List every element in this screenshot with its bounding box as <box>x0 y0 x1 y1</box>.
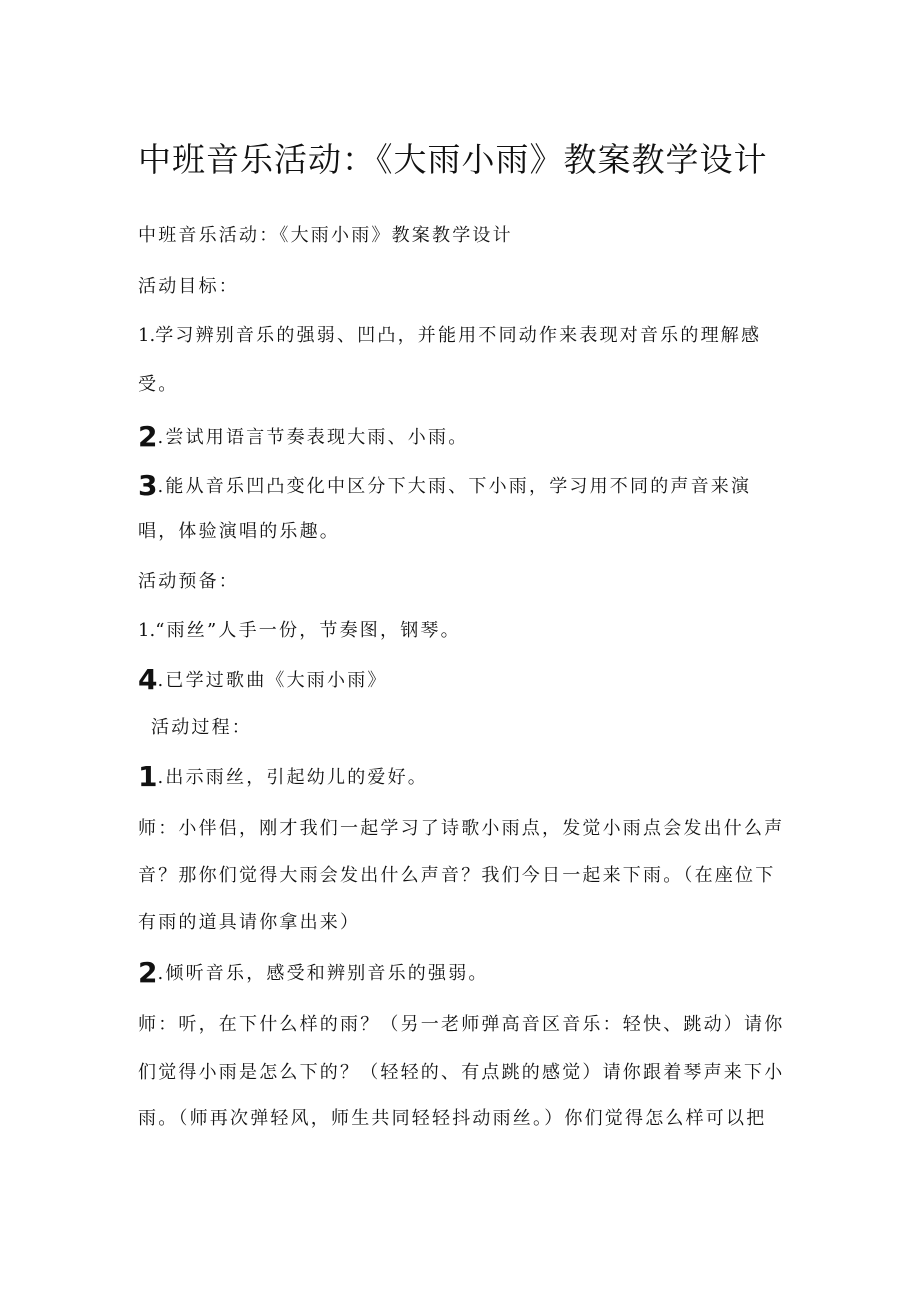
document-title: 中班音乐活动：《大雨小雨》教案教学设计 <box>138 140 768 179</box>
step-1 <box>138 762 788 793</box>
step-1-number: 1 <box>138 760 158 793</box>
goal-1-number: 1. <box>138 325 156 346</box>
step-2-paragraph-line-1: 师：听，在下什么样的雨？（另一老师弹高音区音乐：轻快、跳动）请你 <box>138 1014 785 1035</box>
goal-2 <box>138 422 788 453</box>
prep-1 <box>138 616 788 646</box>
prep-2-text: .已学过歌曲《大雨小雨》 <box>157 670 388 691</box>
goal-2-number: 2 <box>138 420 158 453</box>
goals-heading: 活动目标： <box>138 276 239 297</box>
prep-1-number: 1. <box>138 620 156 641</box>
goal-2-text: .尝试用语言节奏表现大雨、小雨。 <box>157 427 469 448</box>
step-2 <box>138 958 788 989</box>
goal-3-text: .能从音乐凹凸变化中区分下大雨、下小雨，学习用不同的声音来演 <box>157 476 752 497</box>
step-2-number: 2 <box>138 956 158 989</box>
goal-1-text: 学习辨别音乐的强弱、凹凸，并能用不同动作来表现对音乐的理解感 <box>155 325 762 346</box>
goal-1-line-1 <box>138 321 788 351</box>
step-1-paragraph-line-1: 师：小伴侣，刚才我们一起学习了诗歌小雨点，发觉小雨点会发出什么声 <box>138 818 785 839</box>
step-2-paragraph-line-3: 雨。（师再次弹轻风，师生共同轻轻抖动雨丝。）你们觉得怎么样可以把 <box>138 1108 767 1129</box>
prep-2 <box>138 665 788 696</box>
step-1-paragraph-line-2: 音？那你们觉得大雨会发出什么声音？我们今日一起来下雨。（在座位下 <box>138 865 776 886</box>
prep-1-text: “雨丝”人手一份，节奏图，钢琴。 <box>155 620 461 641</box>
process-heading: 活动过程： <box>151 717 252 738</box>
goal-1-line-2: 受。 <box>138 374 179 395</box>
step-2-text: .倾听音乐，感受和辨别音乐的强弱。 <box>157 963 489 984</box>
goal-3-line-1 <box>138 471 788 502</box>
prep-2-number: 4 <box>138 663 158 696</box>
step-1-text: .出示雨丝，引起幼儿的爱好。 <box>157 767 429 788</box>
goal-3-line-2: 唱，体验演唱的乐趣。 <box>138 521 340 542</box>
document-subtitle: 中班音乐活动：《大雨小雨》教案教学设计 <box>138 225 513 246</box>
step-2-paragraph-line-2: 们觉得小雨是怎么下的？（轻轻的、有点跳的感觉）请你跟着琴声来下小 <box>138 1062 785 1083</box>
goal-3-number: 3 <box>138 469 158 502</box>
step-1-paragraph-line-3: 有雨的道具请你拿出来） <box>138 912 361 933</box>
prep-heading: 活动预备： <box>138 571 239 592</box>
